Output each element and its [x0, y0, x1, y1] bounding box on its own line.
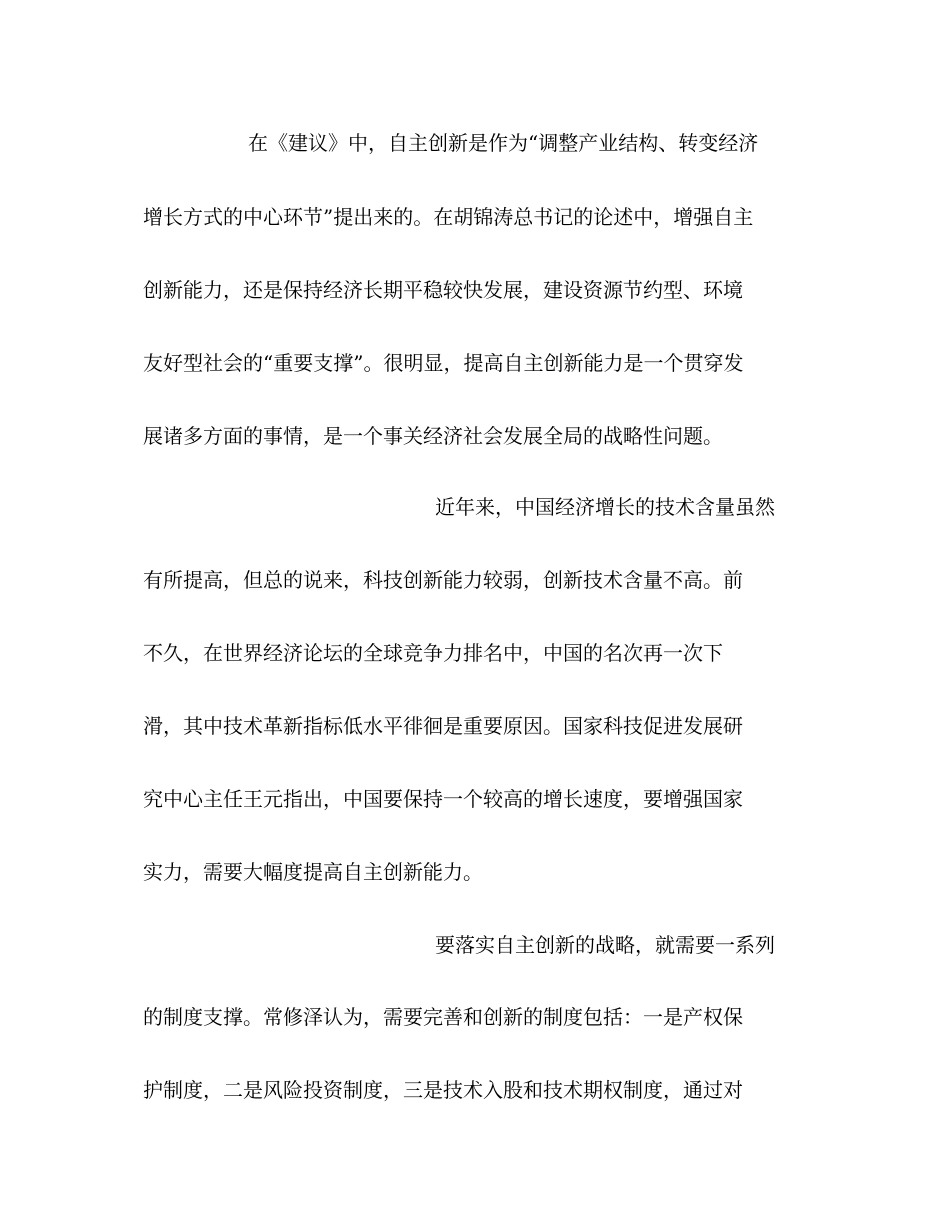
paragraph-1-line-5: 展诸多方面的事情，是一个事关经济社会发展全局的战略性问题。	[143, 424, 723, 448]
paragraph-3-line-3: 护制度，二是风险投资制度，三是技术入股和技术期权制度，通过对	[143, 1078, 743, 1102]
paragraph-2-line-4: 滑，其中技术革新指标低水平徘徊是重要原因。国家科技促进发展研	[143, 714, 743, 738]
paragraph-3-line-1: 要落实自主创新的战略，就需要一系列	[435, 933, 775, 957]
paragraph-3-line-2: 的制度支撑。常修泽认为，需要完善和创新的制度包括：一是产权保	[143, 1005, 743, 1029]
paragraph-1-line-1: 在《建议》中，自主创新是作为“调整产业结构、转变经济	[248, 131, 759, 155]
paragraph-1-line-3: 创新能力，还是保持经济长期平稳较快发展，建设资源节约型、环境	[143, 278, 743, 302]
paragraph-2-line-6: 实力，需要大幅度提高自主创新能力。	[143, 860, 483, 884]
paragraph-1-line-4: 友好型社会的“重要支撑”。很明显，提高自主创新能力是一个贯穿发	[143, 351, 744, 375]
paragraph-2-line-3: 不久，在世界经济论坛的全球竞争力排名中，中国的名次再一次下	[143, 641, 723, 665]
paragraph-2-line-5: 究中心主任王元指出，中国要保持一个较高的增长速度，要增强国家	[143, 787, 743, 811]
paragraph-2-line-1: 近年来，中国经济增长的技术含量虽然	[435, 495, 775, 519]
paragraph-1-line-2: 增长方式的中心环节”提出来的。在胡锦涛总书记的论述中，增强自主	[143, 205, 754, 229]
paragraph-2-line-2: 有所提高，但总的说来，科技创新能力较弱，创新技术含量不高。前	[143, 568, 743, 592]
